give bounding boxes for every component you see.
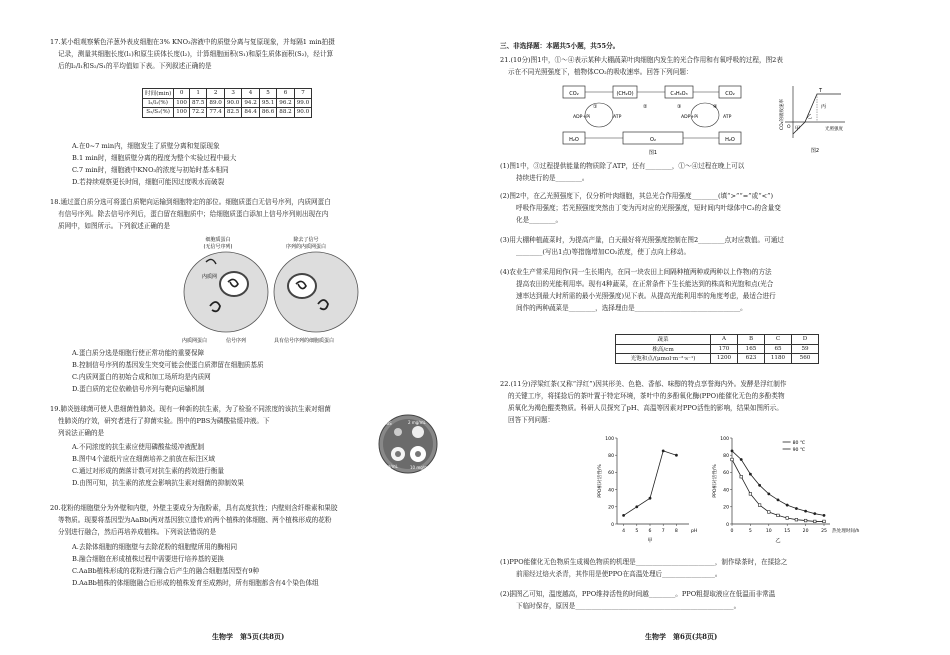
data-point bbox=[814, 520, 817, 523]
x-axis-label: pH bbox=[691, 529, 698, 534]
q18-option-a: A.蛋白质分选是细胞行使正常功能的重要保障 bbox=[72, 349, 205, 357]
q18-stem-2: 有信号序列。除去信号序列后，蛋白留在细胞质中；给细胞质蛋白添加上信号序列则出现在内 bbox=[58, 210, 329, 218]
protein-sorting-figure bbox=[178, 234, 368, 346]
svg-text:③: ③ bbox=[677, 104, 682, 110]
q18-option-c: C.内质网蛋白的初始合成和加工场所均是内质网 bbox=[72, 373, 211, 381]
table-row: l₂/l₁(%) 100 87.5 89.0 90.0 94.2 95.1 96.2 99.0 bbox=[143, 98, 312, 108]
x-tick-label: 25 bbox=[821, 529, 827, 534]
page-footer-right: 生物学 第6页(共8页) bbox=[645, 632, 718, 641]
data-point bbox=[662, 450, 665, 453]
table-row: S₂/S₁(%) 100 72.2 77.4 82.5 84.4 86.6 88.2 90.0 bbox=[143, 108, 312, 118]
q22-stem-1: 22.(11分)浮梁红茶(又称“浮红”)因其形美、色艳、香郁、味醇的特点享誉海内外。发酵是浮红制作 bbox=[500, 380, 787, 388]
q22-q1b: 前需经过焙火杀青，其作用是使PPO在高温处理后________________。 bbox=[516, 570, 722, 578]
conc-label: 2 mg/mL bbox=[408, 420, 426, 425]
q20-stem-3: 分别进行融合，然后再培养成植株。下列说法错误的是 bbox=[58, 528, 217, 536]
filter-disc bbox=[394, 428, 402, 436]
data-point bbox=[786, 517, 789, 520]
pbs-label: PBS bbox=[384, 421, 392, 426]
q21-q2c: 化是________。 bbox=[516, 216, 563, 224]
q17-option-a: A.在0~7 min内，细胞发生了质壁分离和复原现象 bbox=[72, 142, 220, 150]
data-point bbox=[823, 514, 826, 517]
fig-label-cyto-with-signal: 具有信号序列的细胞质蛋白 bbox=[274, 338, 335, 344]
svg-text:ATP: ATP bbox=[723, 115, 732, 120]
q18-option-d: D.蛋白质的定位依赖信号序列与靶向运输机制 bbox=[72, 385, 205, 393]
data-point bbox=[758, 504, 761, 507]
data-point bbox=[813, 512, 816, 515]
q21-q4a: (4)农业生产常采用间作(同一生长期内，在同一块农田上间隔种植两种或两种以上作物)的方法 bbox=[500, 268, 772, 276]
svg-text:CO₂的吸收速率: CO₂的吸收速率 bbox=[780, 99, 785, 130]
q21-q4d: 间作的两种蔬菜是________，选择理由是________________________________。 bbox=[516, 304, 747, 312]
svg-text:乙: 乙 bbox=[807, 114, 813, 120]
y-axis-label: PPO相对活性/% bbox=[598, 464, 603, 498]
x-tick-label: 5 bbox=[748, 529, 752, 534]
chart-ph bbox=[595, 430, 705, 552]
fig2-caption: 图2 bbox=[810, 148, 820, 154]
q17-table bbox=[142, 88, 312, 118]
figure-2 bbox=[775, 82, 855, 156]
fig-label-er: 内质网 bbox=[202, 274, 218, 280]
page-footer-left: 生物学 第5页(共8页) bbox=[212, 632, 285, 641]
svg-text:O: O bbox=[787, 125, 791, 130]
svg-text:丙: 丙 bbox=[821, 104, 827, 110]
svg-text:H₂O: H₂O bbox=[725, 137, 735, 143]
svg-text:ATP: ATP bbox=[613, 115, 622, 120]
y-tick-label: 40 bbox=[723, 488, 729, 494]
q21-q1b: 持续进行的是________。 bbox=[516, 174, 589, 182]
chart-heat bbox=[710, 430, 860, 552]
conc-label: 5 mg/mL bbox=[380, 464, 398, 469]
svg-text:CO₂: CO₂ bbox=[569, 91, 579, 97]
x-tick-label: 4 bbox=[622, 529, 626, 534]
q20-option-b: B.融合细胞在形成植株过程中需要进行培养基的更换 bbox=[72, 555, 225, 563]
data-point bbox=[622, 514, 625, 517]
petri-dish-figure bbox=[378, 414, 438, 474]
svg-text:O₂: O₂ bbox=[650, 137, 656, 143]
data-point bbox=[649, 497, 652, 500]
q18-stem-3: 质网中，如图所示。下列叙述正确的是 bbox=[58, 222, 171, 230]
y-tick-label: 20 bbox=[723, 505, 729, 511]
q21-stem-2: 示在不同光照强度下，植物体CO₂的吸收速率。回答下列问题： bbox=[508, 68, 693, 76]
chart-title: 乙 bbox=[775, 538, 781, 544]
series-line bbox=[732, 451, 824, 516]
q21-q3a: (3)用大棚种植蔬菜时，为提高产量，白天最好将光照强度控制在图2________点对应数值。可通过 bbox=[500, 236, 784, 244]
x-tick-label: 6 bbox=[648, 529, 652, 534]
x-tick-label: 8 bbox=[674, 529, 678, 534]
series-line bbox=[624, 451, 677, 516]
q21-q2a: (2)图2中，在乙光照强度下，仅分析叶肉细胞，其总光合作用强度________(填“>”“=”或“<”) bbox=[500, 192, 774, 200]
q17-stem-3: 后的l₂/l₁和S₂/S₁的平均值如下表。下列叙述正确的是 bbox=[58, 62, 212, 70]
svg-text:ADP+Pi: ADP+Pi bbox=[681, 115, 699, 120]
y-tick-label: 80 bbox=[723, 454, 729, 459]
x-tick-label: 0 bbox=[730, 529, 734, 534]
q17-stem-2: 记录，测量其细胞长度(l₁)和原生质体长度(l₂)，计算细胞面积(S₁)和原生质体面积(S₂)，经计算 bbox=[58, 50, 334, 58]
y-tick-label: 60 bbox=[723, 471, 729, 477]
y-tick-label: 0 bbox=[611, 522, 614, 528]
x-tick-label: 20 bbox=[802, 529, 809, 534]
q21-table bbox=[615, 334, 819, 364]
y-axis-label: PPO相对活性/% bbox=[713, 464, 718, 498]
q19-option-a: A.不同浓度的抗生素应使用磷酸盐缓冲液配制 bbox=[72, 443, 205, 451]
table-row: 光饱和点/(μmol·m⁻²·s⁻¹) 1200 623 1180 560 bbox=[616, 354, 819, 364]
data-point bbox=[731, 458, 734, 461]
x-axis-label: 热处理时间/h bbox=[832, 529, 860, 534]
fig1-caption: 图1 bbox=[648, 150, 658, 156]
conc-label: 10 mg/mL bbox=[410, 465, 431, 470]
q17-stem-1: 17.某小组观察紫色洋葱外表皮细胞在3% KNO₃溶液中的质壁分离与复原现象，并每隔1 min拍摄 bbox=[50, 38, 335, 46]
svg-text:甲: 甲 bbox=[795, 126, 801, 132]
fig-label-signal-seq: 信号序列 bbox=[226, 338, 247, 344]
q22-q2a: (2)据图乙可知，温度越高，PPO维持活性的时间越________。PPO粗提取液应在低温而非常温 bbox=[500, 590, 776, 598]
filter-disc bbox=[412, 426, 424, 438]
q17-option-b: B.1 min时，细胞质壁分离的程度为整个实验过程中最大 bbox=[72, 154, 237, 162]
q21-stem-1: 21.(10分)图1中，①～④表示某种大棚蔬菜叶肉细胞内发生的光合作用和有氧呼吸的过程，图2表 bbox=[500, 56, 783, 64]
svg-text:②: ② bbox=[643, 104, 648, 110]
y-tick-label: 0 bbox=[726, 522, 729, 528]
q17-option-c: C.7 min时，细胞液中KNO₃的浓度与初始时基本相同 bbox=[72, 166, 229, 174]
q22-stem-2: 的关键工序，将揉捻后的茶叶置于特定环境，茶叶中的多酚氧化酶(PPO)能催化无色的多酚类物 bbox=[508, 392, 785, 400]
q22-stem-3: 质氧化为褐色醌类物质。科研人员探究了pH、高温等因素对PPO活性的影响，结果如图所示。 bbox=[508, 404, 783, 412]
q19-stem-1: 19.肺炎链球菌可使人患细菌性肺炎。现有一种新的抗生素，为了检验不同浓度的该抗生素对细菌 bbox=[50, 405, 331, 413]
q20-option-a: A.去除体细胞的细胞壁与去除花粉的细胞壁所用的酶相同 bbox=[72, 543, 238, 551]
chart-title: 甲 bbox=[647, 538, 653, 544]
data-point bbox=[768, 511, 771, 514]
q21-q1a: (1)图1中，③过程提供能量的物质除了ATP，还有________，①～④过程在晚上可以 bbox=[500, 162, 745, 170]
data-point bbox=[795, 507, 798, 510]
y-tick-label: 100 bbox=[605, 436, 614, 442]
data-point bbox=[749, 473, 752, 476]
legend-label: 90 ℃ bbox=[792, 447, 806, 453]
svg-text:(CH₂O): (CH₂O) bbox=[616, 91, 634, 97]
y-tick-label: 100 bbox=[720, 436, 729, 442]
q19-option-b: B.图中4个滤纸片应在细菌培养之前放在标注区域 bbox=[72, 455, 216, 463]
fig-label-no-signal: (无信号序列) bbox=[203, 244, 233, 250]
q21-q4c: 速率达到最大时所需的最小光照强度)见下表。从提高光能利用率的角度考虑，最适合进行 bbox=[516, 292, 776, 300]
table-row: 时间(min) 0 1 2 3 4 5 6 7 bbox=[143, 89, 312, 99]
q20-stem-1: 20.花粉的细胞壁分为外壁和内壁，外壁主要成分为孢粉素，具有高度抗性；内壁则含纤维素和果胶 bbox=[50, 504, 338, 512]
q21-q3b: ________(写出1点)等措施增加CO₂浓度，使丁点向上移动。 bbox=[516, 248, 691, 256]
data-point bbox=[823, 520, 826, 523]
q19-stem-2: 性肺炎的疗效，研究者进行了抑菌实验。图中的PBS为磷酸盐缓冲液。下 bbox=[58, 417, 270, 425]
filter-disc bbox=[415, 451, 421, 457]
data-point bbox=[749, 493, 752, 496]
q20-option-c: C.AaBb植株形成的花粉进行融合后产生的融合细胞基因型有9种 bbox=[72, 567, 260, 575]
q18-option-b: B.控制信号序列的基因发生突变可能会使蛋白质滞留在细胞质基质 bbox=[72, 361, 264, 369]
x-tick-label: 7 bbox=[661, 529, 665, 534]
y-tick-label: 40 bbox=[608, 488, 614, 494]
q20-option-d: D.AaBb植株的体细胞融合后形成的植株发育至成熟时，所有细胞都含有4个染色体组 bbox=[72, 579, 319, 587]
table-row: 蔬菜 A B C D bbox=[616, 335, 819, 345]
fig-label-er-protein-nosignal: 序列的内质网蛋白 bbox=[285, 244, 327, 250]
x-tick-label: 5 bbox=[635, 529, 639, 534]
section-title: 三、非选择题：本题共5小题，共55分。 bbox=[500, 42, 620, 50]
fig-label-removed-signal: 除去了信号 bbox=[293, 237, 319, 243]
x-tick-label: 10 bbox=[765, 529, 772, 534]
data-point bbox=[740, 475, 743, 478]
svg-text:T: T bbox=[819, 88, 823, 94]
svg-text:④: ④ bbox=[713, 104, 718, 110]
data-point bbox=[777, 499, 780, 502]
q22-q1a: (1)PPO能催化无色物质生成褐色物质的机理是________________________，制作绿茶时，在揉捻之 bbox=[500, 558, 788, 566]
data-point bbox=[675, 454, 678, 457]
q21-q2b: 呼吸作用强度；若光照强度突然由丁变为丙对应的光照强度，短时间内叶绿体中C₃的含量变 bbox=[516, 204, 781, 212]
filter-disc bbox=[395, 451, 401, 457]
y-tick-label: 60 bbox=[608, 471, 614, 477]
page-right bbox=[475, 0, 950, 655]
data-point bbox=[758, 484, 761, 487]
svg-text:①: ① bbox=[593, 104, 598, 110]
data-point bbox=[767, 493, 770, 496]
q19-option-c: C.通过对形成的菌落计数可对抗生素的药效进行衡量 bbox=[72, 467, 224, 475]
data-point bbox=[804, 519, 807, 522]
data-point bbox=[804, 510, 807, 513]
svg-text:CO₂: CO₂ bbox=[725, 91, 735, 97]
cell-right bbox=[274, 252, 358, 332]
q21-q4b: 提高农田的光能利用率。现有4种蔬菜，在正常条件下生长能达到的株高和光饱和点(光合 bbox=[516, 280, 774, 288]
er-right bbox=[288, 274, 316, 298]
y-tick-label: 20 bbox=[608, 505, 614, 511]
data-point bbox=[777, 514, 780, 517]
q17-option-d: D.若持续观察更长时间，细胞可能因过度吸水而破裂 bbox=[72, 178, 225, 186]
q18-stem-1: 18.通过蛋白质分选可将蛋白质靶向运输到细胞特定的部位。细胞质蛋白无信号序列，内质网蛋白 bbox=[50, 198, 331, 206]
q22-stem-4: 回答下列问题： bbox=[508, 416, 555, 424]
er-left bbox=[220, 272, 248, 296]
data-point bbox=[635, 505, 638, 508]
x-tick-label: 15 bbox=[784, 529, 791, 534]
svg-text:H₂O: H₂O bbox=[569, 137, 579, 143]
legend-label: 80 ℃ bbox=[792, 440, 806, 446]
svg-text:C₃H₄O₃: C₃H₄O₃ bbox=[670, 91, 688, 97]
data-point bbox=[795, 518, 798, 521]
q19-option-d: D.由图可知，抗生素的浓度会影响抗生素对细菌的抑制效果 bbox=[72, 479, 244, 487]
q19-stem-3: 列说法正确的是 bbox=[58, 429, 105, 437]
svg-text:光照强度: 光照强度 bbox=[825, 127, 843, 132]
data-point bbox=[740, 458, 743, 461]
q22-q2b: 下临时保存，原因是________________________________________________。 bbox=[516, 602, 741, 610]
agar bbox=[383, 419, 433, 469]
data-point bbox=[731, 450, 734, 453]
table-row: 株高/cm 170 165 65 59 bbox=[616, 344, 819, 354]
fig-label-cytoplasmic-protein: 细胞质蛋白 bbox=[205, 237, 231, 243]
figure-1 bbox=[563, 84, 753, 156]
q20-stem-2: 等物质。现要将基因型为AaBb(两对基因独立遗传)的两个植株的体细胞、两个植株形成的花粉 bbox=[58, 516, 332, 524]
svg-text:ADP+Pi: ADP+Pi bbox=[573, 115, 591, 120]
fig-label-er-protein: 内质网蛋白 bbox=[182, 338, 208, 344]
data-point bbox=[786, 504, 789, 507]
y-tick-label: 80 bbox=[608, 454, 614, 459]
